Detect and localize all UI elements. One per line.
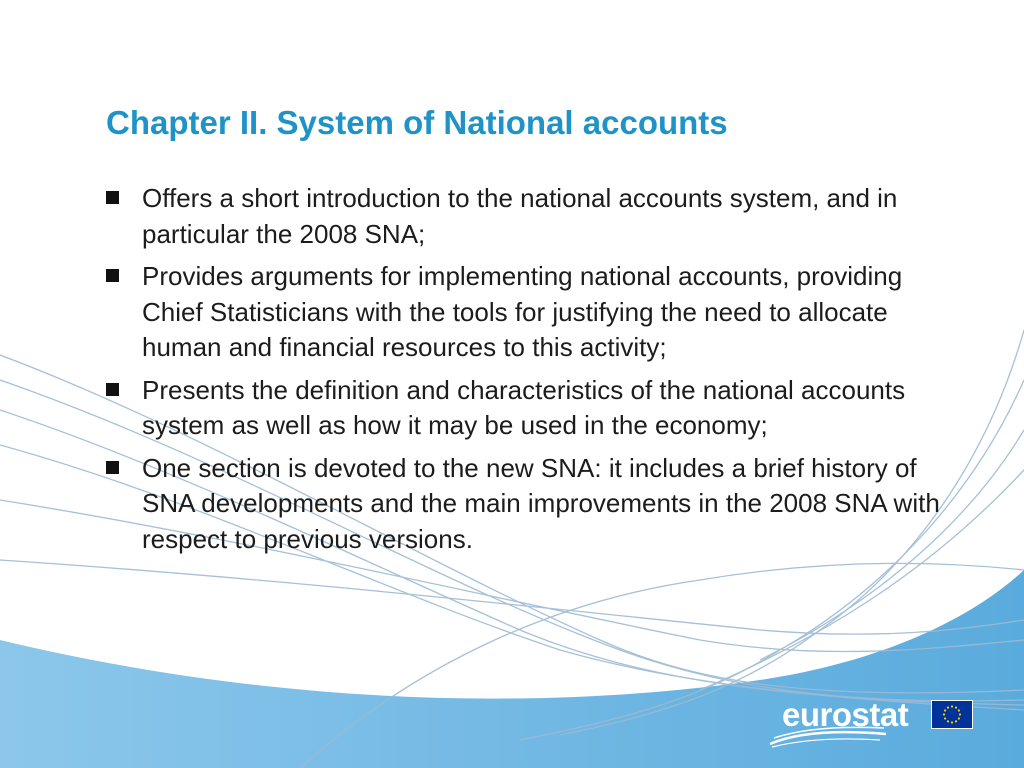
bullet-item	[104, 259, 944, 366]
bullet-text: One section is devoted to the new SNA: it includes a brief history of SNA developments and the main improvements in the 2008 SNA with respect to previous versions.	[142, 452, 940, 554]
bullet-text: Offers a short introduction to the national accounts system, and in particular the 2008 SNA;	[142, 183, 898, 249]
slide-title: Chapter II. System of National accounts	[106, 104, 728, 141]
bullet-item	[104, 373, 944, 444]
bullet-text: Presents the definition and characteristics of the national accounts system as well as how it may be used in the economy;	[142, 374, 906, 440]
bullet-list	[104, 181, 944, 564]
bullet-item	[104, 181, 944, 252]
bullet-text: Provides arguments for implementing national accounts, providing Chief Statisticians with the tools for justifying the need to allocate human and financial resources to this activity;	[142, 261, 903, 362]
square-bullet-icon	[106, 461, 119, 474]
eurostat-logo	[768, 694, 978, 750]
bullet-item	[104, 451, 944, 558]
eu-flag-icon	[931, 700, 973, 729]
logo-text: eurostat	[782, 696, 909, 733]
logo-swoosh-icon	[768, 724, 888, 748]
square-bullet-icon	[106, 269, 119, 282]
square-bullet-icon	[106, 191, 119, 204]
square-bullet-icon	[106, 383, 119, 396]
